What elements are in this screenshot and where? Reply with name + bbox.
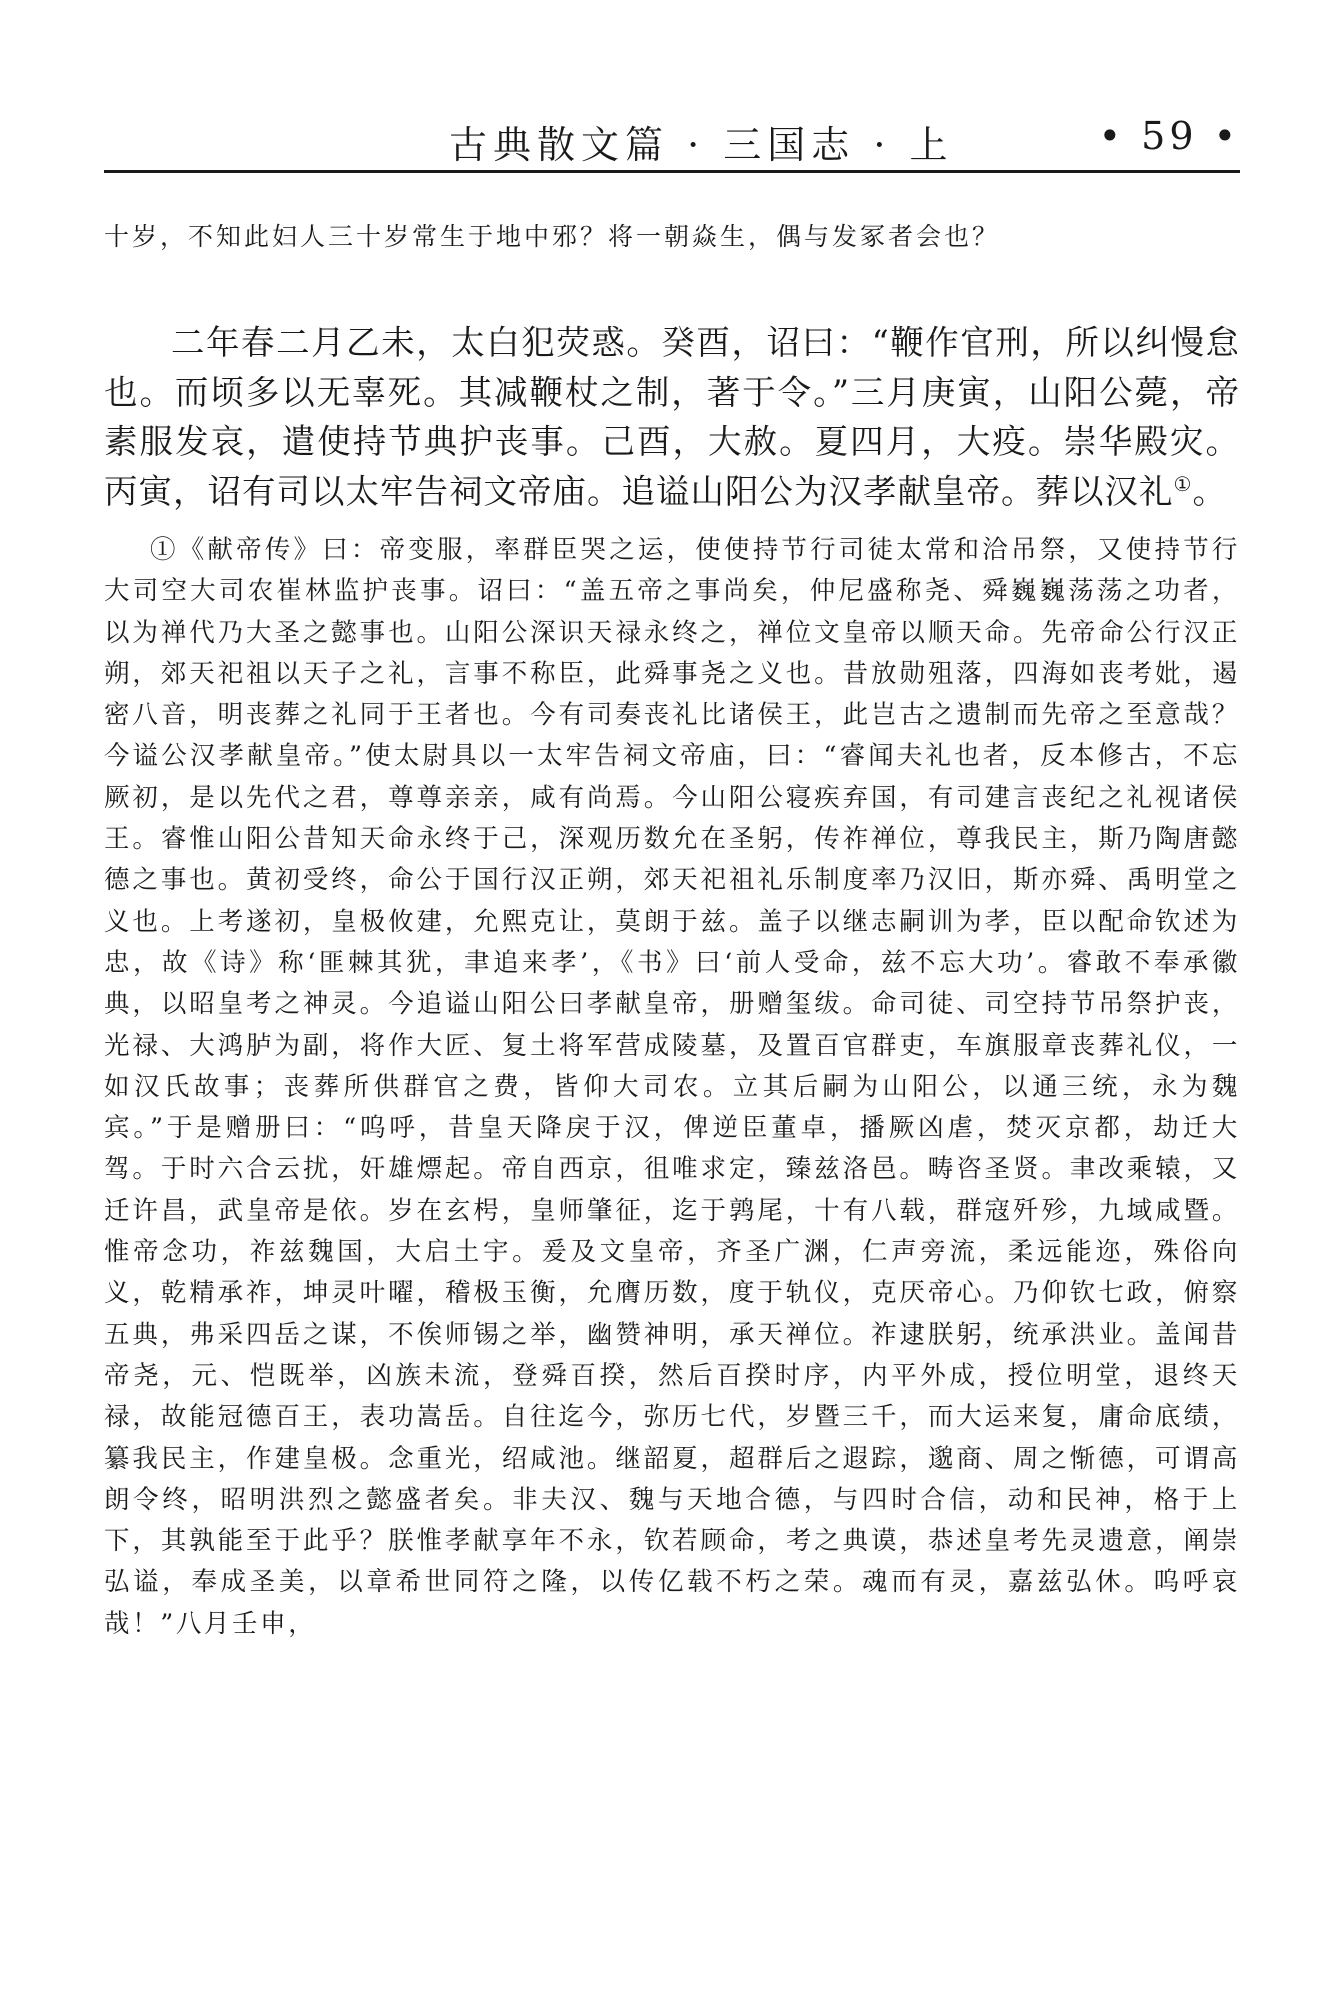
footnote-marker: ① <box>1173 471 1193 496</box>
header-rule <box>104 170 1240 173</box>
main-paragraph-text: 二年春二月乙未，太白犯荧惑。癸酉，诏曰：“鞭作官刑，所以纠慢怠也。而顷多以无辜死。其减鞭杖之制，著于令。”三月庚寅，山阳公薨，帝素服发哀，遣使持节典护丧事。己酉，大赦。夏四月，大疫。崇华殿灾。丙寅，诏有司以太牢告祠文帝庙。追谥山阳公为汉孝献皇帝。葬以汉礼 <box>104 323 1240 511</box>
running-header <box>104 108 1240 168</box>
page-number: • 59 • <box>1098 114 1240 158</box>
running-title: 古典散文篇 · 三国志 · 上 <box>449 123 954 167</box>
continued-text-line: 十岁，不知此妇人三十岁常生于地中邪？将一朝焱生，偶与发冢者会也？ <box>104 222 1001 251</box>
main-paragraph <box>104 318 1240 516</box>
footnote-paragraph: ①《献帝传》曰：帝变服，率群臣哭之运，使使持节行司徒太常和洽吊祭，又使持节行大司空大司农崔林监护丧事。诏曰：“盖五帝之事尚矣，仲尼盛称尧、舜巍巍荡荡之功者，以为禅代乃大圣之懿事也。山阳公深识天禄永终之，禅位文皇帝以顺天命。先帝命公行汉正朔，郊天祀祖以天子之礼，言事不称臣，此舜事尧之义也。昔放勋殂落，四海如丧考妣，遏密八音，明丧葬之礼同于王者也。今有司奏丧礼比诸侯王，此岂古之遗制而先帝之至意哉？今谥公汉孝献皇帝。”使太尉具以一太牢告祠文帝庙，曰：“睿闻夫礼也者，反本修古，不忘厥初，是以先代之君，尊尊亲亲，咸有尚焉。今山阳公寝疾弃国，有司建言丧纪之礼视诸侯王。睿惟山阳公昔知天命永终于己，深观历数允在圣躬，传祚禅位，尊我民主，斯乃陶唐懿德之事也。黄初受终，命公于国行汉正朔，郊天祀祖礼乐制度率乃汉旧，斯亦舜、禹明堂之义也。上考遂初，皇极攸建，允熙克让，莫朗于兹。盖子以继志嗣训为孝，臣以配命钦述为忠，故《诗》称‘匪棘其犹，聿追来孝’，《书》曰‘前人受命，兹不忘大功’。睿敢不奉承徽典，以昭皇考之神灵。今追谥山阳公曰孝献皇帝，册赠玺绂。命司徒、司空持节吊祭护丧，光禄、大鸿胪为副，将作大匠、复土将军营成陵墓，及置百官群吏，车旗服章丧葬礼仪，一如汉氏故事；丧葬所供群官之费，皆仰大司农。立其后嗣为山阳公，以通三统，永为魏宾。”于是赠册曰：“呜呼，昔皇天降戾于汉，俾逆臣董卓，播厥凶虐，焚灭京都，劫迁大驾。于时六合云扰，奸雄熛起。帝自西京，徂唯求定，臻兹洛邑。畴咨圣贤。聿改乘辕，又迁许昌，武皇帝是依。岁在玄枵，皇师肇征，迄于鹑尾，十有八载，群寇歼殄，九域咸暨。惟帝念功，祚兹魏国，大启土宇。爰及文皇帝，齐圣广渊，仁声旁流，柔远能迩，殊俗向义，乾精承祚，坤灵叶曜，稽极玉衡，允膺历数，度于轨仪，克厌帝心。乃仰钦七政，俯察五典，弗采四岳之谋，不俟师锡之举，幽赞神明，承天禅位。祚逮朕躬，统承洪业。盖闻昔帝尧，元、恺既举，凶族未流，登舜百揆，然后百揆时序，内平外成，授位明堂，退终天禄，故能冠德百王，表功嵩岳。自往迄今，弥历七代，岁暨三千，而大运来复，庸命底绩，纂我民主，作建皇极。念重光，绍咸池。继韶夏，超群后之遐踪，邈商、周之惭德，可谓高朗令终，昭明洪烈之懿盛者矣。非夫汉、魏与天地合德，与四时合信，动和民神，格于上下，其孰能至于此乎？朕惟孝献享年不永，钦若顾命，考之典谟，恭述皇考先灵遗意，阐崇弘谥，奉成圣美，以章希世同符之隆，以传亿载不朽之荣。魂而有灵，嘉兹弘休。呜呼哀哉！”八月壬申， <box>104 535 1240 1639</box>
main-paragraph-end: 。 <box>1192 471 1227 511</box>
